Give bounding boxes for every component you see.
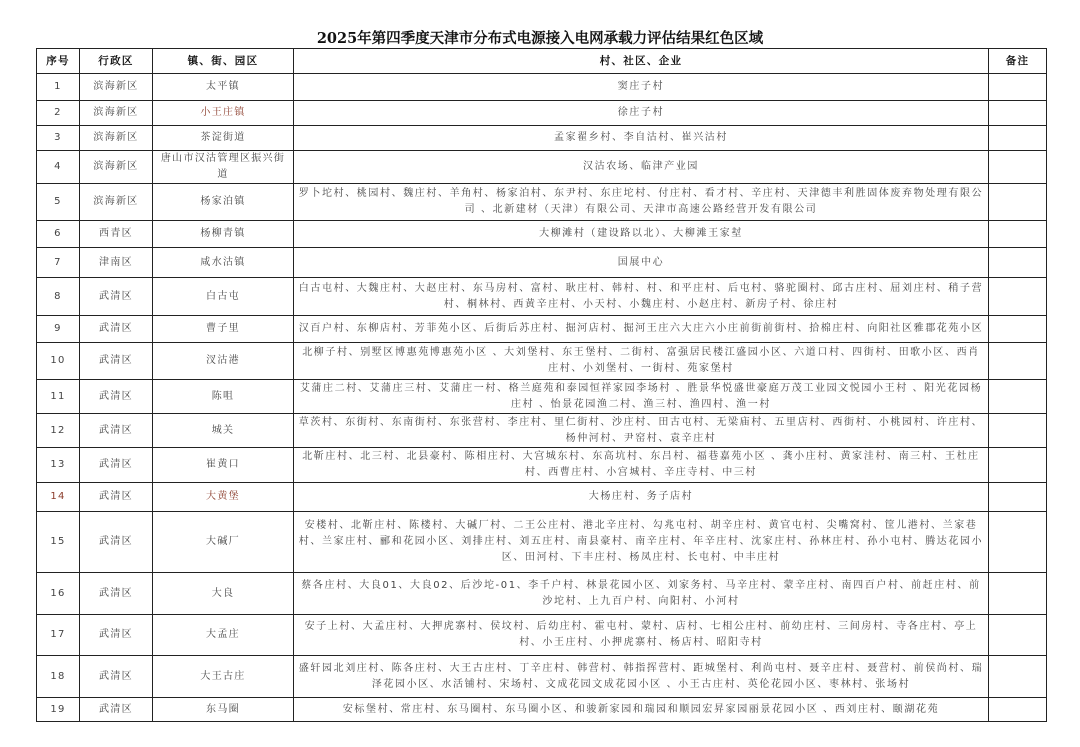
cell-town: 杨柳青镇 — [153, 221, 294, 248]
cell-villages: 国展中心 — [294, 248, 989, 278]
table-row — [37, 698, 1047, 722]
cell-district: 武清区 — [80, 316, 153, 343]
cell-villages: 罗卜坨村、桃园村、魏庄村、羊角村、杨家泊村、东尹村、东庄坨村、付庄村、看才村、辛庄村、天津德丰利胜固体废弃物处理有限公司 、北新建材（天津）有限公司、天津市高速公路经营开发有限公司 — [294, 184, 989, 221]
cell-villages: 艾蒲庄二村、艾蒲庄三村、艾蒲庄一村、格兰庭苑和泰园恒祥家园李场村 、胜景华悦盛世豪庭万茂工业园文悦园小王村 、阳光花园杨庄村 、怡景花园渔二村、渔三村、渔四村、渔一村 — [294, 380, 989, 414]
cell-district: 武清区 — [80, 483, 153, 512]
cell-villages: 北柳子村、别墅区博惠苑博惠苑小区 、大刘堡村、东王堡村、二街村、富强居民楼江盛园小区、六道口村、四街村、田歌小区、西肖庄村、小刘堡村、一街村、苑家堡村 — [294, 343, 989, 380]
cell-note — [989, 126, 1047, 151]
cell-district: 武清区 — [80, 380, 153, 414]
cell-serial: 5 — [37, 184, 80, 221]
cell-serial: 13 — [37, 448, 80, 483]
cell-town: 唐山市汉沽管理区振兴街道 — [153, 151, 294, 184]
cell-district: 武清区 — [80, 698, 153, 722]
page-title: 2025年第四季度天津市分布式电源接入电网承载力评估结果红色区域 — [316, 30, 764, 47]
cell-district: 津南区 — [80, 248, 153, 278]
cell-villages: 徐庄子村 — [294, 101, 989, 126]
table-row — [37, 184, 1047, 221]
cell-villages: 北靳庄村、北三村、北县豪村、陈相庄村、大宫城东村、东高坑村、东吕村、福巷嘉苑小区 、龚小庄村、黄家洼村、南三村、王杜庄村、西曹庄村、小宫城村、辛庄寺村、中三村 — [294, 448, 989, 483]
cell-serial: 3 — [37, 126, 80, 151]
table-row — [37, 126, 1047, 151]
table-row — [37, 656, 1047, 698]
table-row — [37, 512, 1047, 573]
cell-serial: 6 — [37, 221, 80, 248]
cell-serial: 4 — [37, 151, 80, 184]
header-district: 行政区 — [80, 49, 153, 74]
cell-town: 东马圈 — [153, 698, 294, 722]
table-body — [37, 74, 1047, 722]
cell-note — [989, 101, 1047, 126]
table-row — [37, 343, 1047, 380]
cell-district: 武清区 — [80, 278, 153, 316]
cell-villages: 盛轩园北刘庄村、陈各庄村、大王古庄村、丁辛庄村、韩营村、韩指挥营村、距城堡村、利尚屯村、聂辛庄村、聂营村、前侯尚村、瑞泽花园小区、水活铺村、宋场村、文成花园文成花园小区 、小王古庄村、英伦花园小区、枣林村、张场村 — [294, 656, 989, 698]
cell-district: 武清区 — [80, 414, 153, 448]
cell-note — [989, 483, 1047, 512]
cell-serial: 10 — [37, 343, 80, 380]
cell-town: 曹子里 — [153, 316, 294, 343]
cell-note — [989, 615, 1047, 656]
cell-serial: 19 — [37, 698, 80, 722]
cell-note — [989, 512, 1047, 573]
cell-town: 大碱厂 — [153, 512, 294, 573]
cell-serial: 15 — [37, 512, 80, 573]
cell-town: 杨家泊镇 — [153, 184, 294, 221]
header-serial: 序号 — [37, 49, 80, 74]
cell-town: 茶淀街道 — [153, 126, 294, 151]
cell-district: 武清区 — [80, 615, 153, 656]
cell-town: 汊沽港 — [153, 343, 294, 380]
cell-villages: 汉沽农场、临津产业园 — [294, 151, 989, 184]
cell-note — [989, 573, 1047, 615]
cell-town: 大王古庄 — [153, 656, 294, 698]
header-note: 备注 — [989, 49, 1047, 74]
cell-villages: 大杨庄村、务子店村 — [294, 483, 989, 512]
cell-district: 武清区 — [80, 343, 153, 380]
cell-district: 滨海新区 — [80, 74, 153, 101]
header-town: 镇、街、园区 — [153, 49, 294, 74]
cell-villages: 窦庄子村 — [294, 74, 989, 101]
table-row — [37, 448, 1047, 483]
cell-note — [989, 414, 1047, 448]
cell-note — [989, 248, 1047, 278]
cell-note — [989, 380, 1047, 414]
cell-district: 滨海新区 — [80, 101, 153, 126]
cell-villages: 安楼村、北靳庄村、陈楼村、大碱厂村、二王公庄村、港北辛庄村、勾兆屯村、胡辛庄村、黄官屯村、尖嘴窝村、筐儿港村、兰家巷村、兰家庄村、郦和花园小区、刘排庄村、刘五庄村、南县豪村、南辛庄村、年辛庄村、沈家庄村、孙林庄村、孙小屯村、腾达花园小区、田河村、下丰庄村、杨凤庄村、长屯村、中丰庄村 — [294, 512, 989, 573]
table-row — [37, 248, 1047, 278]
cell-district: 滨海新区 — [80, 126, 153, 151]
cell-note — [989, 656, 1047, 698]
cell-district: 西青区 — [80, 221, 153, 248]
cell-villages: 孟家翟乡村、李自沽村、崔兴沽村 — [294, 126, 989, 151]
table-row — [37, 74, 1047, 101]
cell-district: 武清区 — [80, 573, 153, 615]
table-row — [37, 380, 1047, 414]
cell-villages: 蔡各庄村、大良01、大良02、后沙坨-01、李千户村、林景花园小区、刘家务村、马辛庄村、蒙辛庄村、南四百户村、前赶庄村、前沙坨村、上九百户村、向阳村、小河村 — [294, 573, 989, 615]
cell-town: 陈咀 — [153, 380, 294, 414]
cell-villages: 汉百户村、东柳店村、芳菲苑小区、后街后苏庄村、掘河店村、掘河王庄六大庄六小庄前街前街村、拾棉庄村、向阳社区雅郡花苑小区 — [294, 316, 989, 343]
cell-serial: 1 — [37, 74, 80, 101]
cell-villages: 安标堡村、常庄村、东马圈村、东马圈小区、和骏新家园和瑞园和顺园宏昇家园丽景花园小区 、西刘庄村、颐湖花苑 — [294, 698, 989, 722]
cell-serial: 17 — [37, 615, 80, 656]
cell-town: 大黄堡 — [153, 483, 294, 512]
cell-note — [989, 343, 1047, 380]
cell-villages: 安子上村、大孟庄村、大押虎寨村、侯坟村、后幼庄村、霍屯村、蒙村、店村、七相公庄村、前幼庄村、三间房村、寺各庄村、亭上村、小王庄村、小押虎寨村、杨店村、昭阳寺村 — [294, 615, 989, 656]
cell-serial: 14 — [37, 483, 80, 512]
cell-town: 白古屯 — [153, 278, 294, 316]
cell-serial: 16 — [37, 573, 80, 615]
table-row — [37, 573, 1047, 615]
cell-note — [989, 221, 1047, 248]
cell-note — [989, 74, 1047, 101]
cell-serial: 2 — [37, 101, 80, 126]
cell-town: 城关 — [153, 414, 294, 448]
cell-district: 滨海新区 — [80, 151, 153, 184]
red-zone-table — [36, 48, 1047, 722]
cell-note — [989, 448, 1047, 483]
cell-serial: 7 — [37, 248, 80, 278]
cell-villages: 大柳滩村（建设路以北）、大柳滩王家堼 — [294, 221, 989, 248]
table-row — [37, 221, 1047, 248]
table-row — [37, 615, 1047, 656]
cell-note — [989, 184, 1047, 221]
cell-serial: 18 — [37, 656, 80, 698]
table-row — [37, 414, 1047, 448]
table-row — [37, 483, 1047, 512]
cell-town: 咸水沽镇 — [153, 248, 294, 278]
cell-serial: 11 — [37, 380, 80, 414]
cell-villages: 白古屯村、大魏庄村、大赵庄村、东马房村、富村、耿庄村、韩村、村、和平庄村、后屯村、骆驼圈村、邱古庄村、屈刘庄村、稍子营村、桐林村、西黄辛庄村、小天村、小魏庄村、小赵庄村、新房子村、徐庄村 — [294, 278, 989, 316]
cell-note — [989, 698, 1047, 722]
cell-serial: 9 — [37, 316, 80, 343]
cell-town: 大良 — [153, 573, 294, 615]
cell-town: 大孟庄 — [153, 615, 294, 656]
cell-district: 滨海新区 — [80, 184, 153, 221]
cell-town: 太平镇 — [153, 74, 294, 101]
cell-note — [989, 278, 1047, 316]
cell-district: 武清区 — [80, 512, 153, 573]
cell-serial: 12 — [37, 414, 80, 448]
table-row — [37, 278, 1047, 316]
cell-serial: 8 — [37, 278, 80, 316]
table-header-row — [37, 49, 1047, 74]
table-row — [37, 151, 1047, 184]
cell-town: 崔黄口 — [153, 448, 294, 483]
cell-note — [989, 151, 1047, 184]
table-row — [37, 316, 1047, 343]
cell-district: 武清区 — [80, 656, 153, 698]
table-row — [37, 101, 1047, 126]
cell-villages: 草茨村、东街村、东南街村、东张营村、李庄村、里仁街村、沙庄村、田古屯村、无梁庙村、五里店村、西街村、小桃园村、许庄村、杨仲河村、尹窑村、袁辛庄村 — [294, 414, 989, 448]
cell-district: 武清区 — [80, 448, 153, 483]
cell-town: 小王庄镇 — [153, 101, 294, 126]
cell-note — [989, 316, 1047, 343]
header-villages: 村、社区、企业 — [294, 49, 989, 74]
